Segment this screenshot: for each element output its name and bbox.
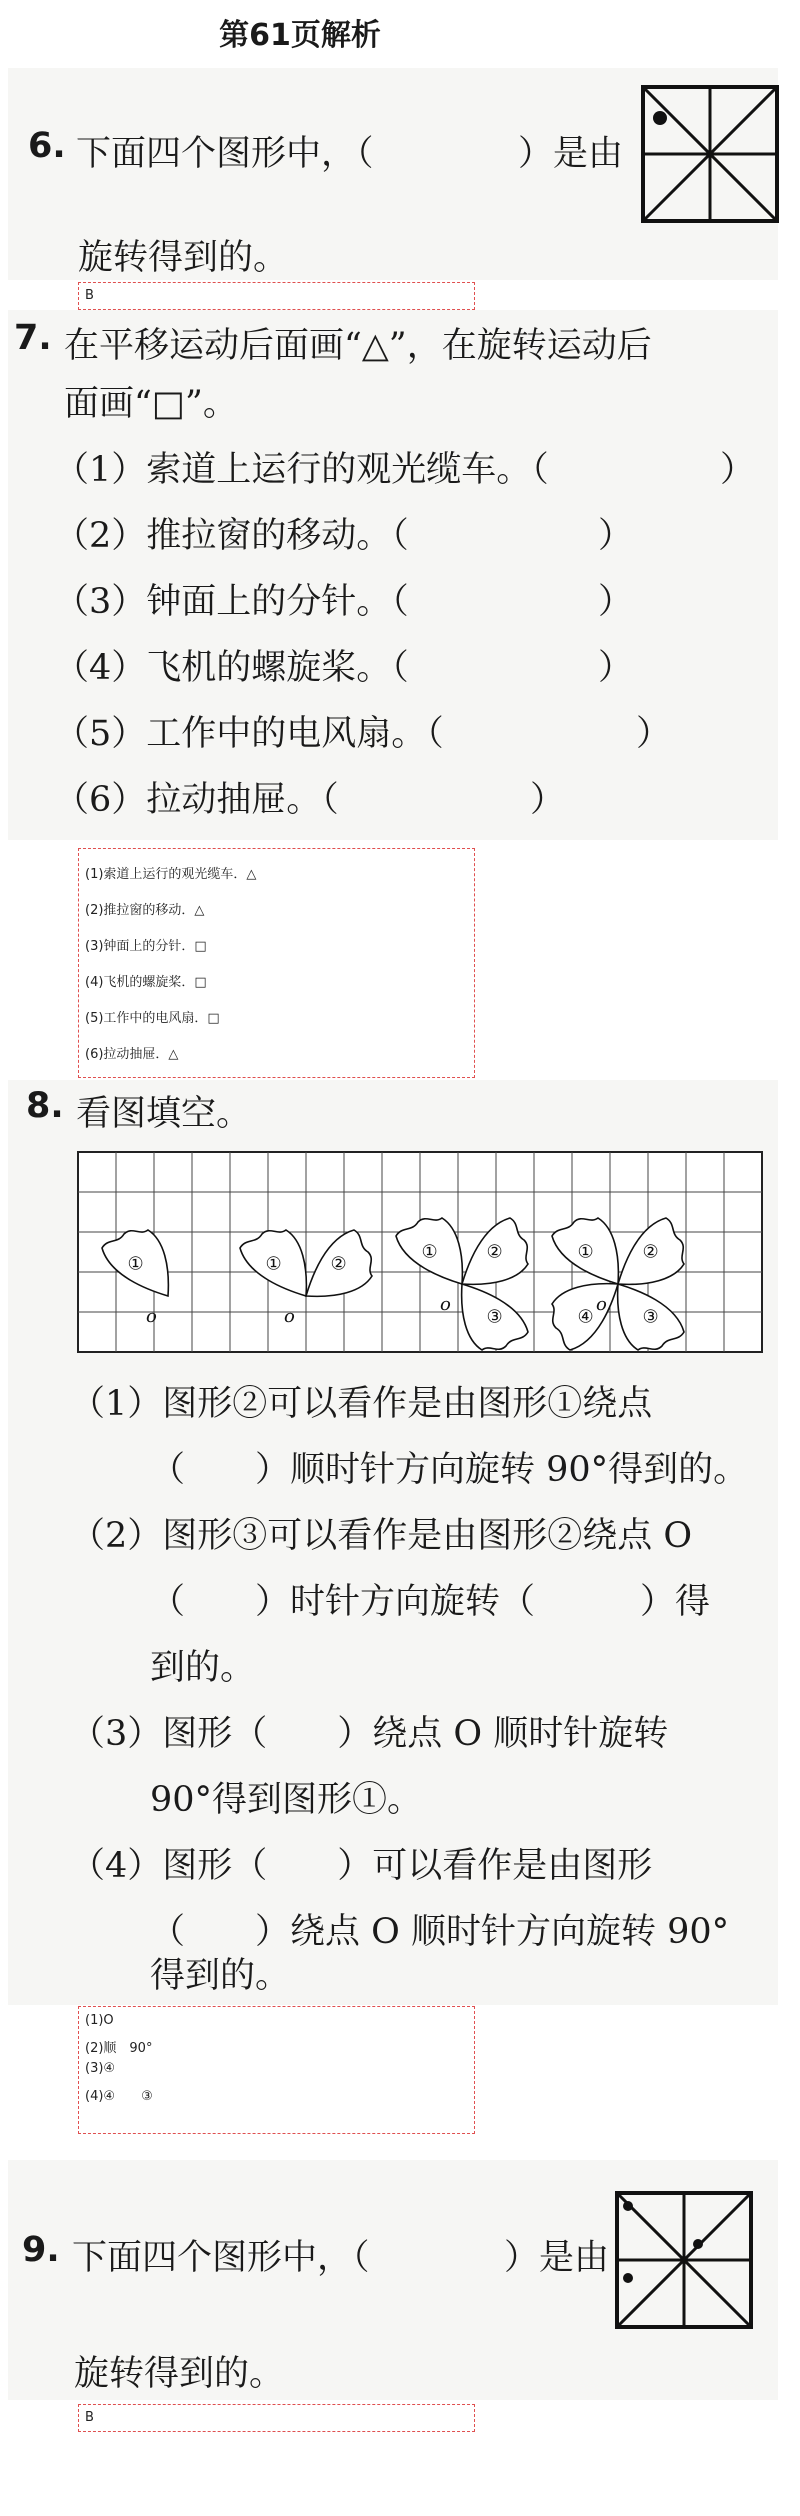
question-7-line1: 在平移运动后面画“△”，在旋转运动后	[64, 326, 652, 366]
answer-8-line-2: (2)顺 90°	[85, 2041, 153, 2056]
figure-label-one: ①	[127, 1253, 144, 1275]
figure-label-four: ④	[577, 1306, 594, 1328]
answer-7-line-3: (3)钟面上的分针．□	[85, 939, 207, 954]
figure-label-two: ②	[642, 1241, 659, 1263]
figure-label-one: ①	[265, 1253, 282, 1275]
question-9-dot-3	[623, 2273, 633, 2283]
question-8-heading: 看图填空。	[76, 1094, 252, 1134]
answer-7-line-4: (4)飞机的螺旋桨．□	[85, 975, 207, 990]
figure-label-o: o	[146, 1306, 157, 1327]
figure-label-o: o	[596, 1294, 607, 1315]
question-6-text: 下面四个图形中，（	[76, 134, 374, 174]
answer-9-text: B	[85, 2410, 94, 2425]
q8-line-4: （ ）时针方向旋转（ ）得	[150, 1582, 711, 1622]
figure-label-two: ②	[330, 1253, 347, 1275]
question-6-text2: 旋转得到的。	[78, 238, 289, 278]
question-9-text2: 旋转得到的。	[74, 2354, 285, 2394]
figure-label-three: ③	[486, 1306, 503, 1328]
item-2-label: （2）推拉窗的移动。（	[54, 516, 409, 556]
item-5-label: （5）工作中的电风扇。（	[54, 714, 444, 754]
item-2-close: ）	[598, 516, 634, 556]
answer-6-text: B	[85, 288, 94, 303]
answer-7-line-5: (5)工作中的电风扇．□	[85, 1011, 220, 1026]
question-8-number: 8.	[26, 1086, 64, 1126]
answer-6-box	[78, 282, 475, 310]
question-6-text-close: ）是由	[518, 134, 624, 174]
item-6-label: （6）拉动抽屉。（	[54, 780, 339, 820]
q8-line-2: （ ）顺时针方向旋转 90°得到的。	[150, 1450, 749, 1490]
q8-line-1: （1）图形②可以看作是由图形①绕点	[70, 1384, 653, 1424]
question-8-figure	[70, 1148, 770, 1358]
answer-7-box	[78, 848, 475, 1078]
question-7-number: 7.	[14, 318, 52, 358]
item-3-label: （3）钟面上的分针。（	[54, 582, 409, 622]
question-9-scan	[8, 2160, 778, 2400]
question-9-dot-1	[623, 2201, 633, 2211]
question-6-figure	[640, 84, 780, 224]
q8-line-7: 90°得到图形①。	[150, 1780, 423, 1820]
figure-label-one: ①	[421, 1241, 438, 1263]
q8-line-8: （4）图形（ ）可以看作是由图形	[70, 1846, 653, 1886]
item-1-label: （1）索道上运行的观光缆车。（	[54, 450, 549, 490]
question-9-figure	[614, 2190, 754, 2330]
answer-8-line-3: (3)④	[85, 2061, 116, 2076]
figure-label-o: o	[440, 1294, 451, 1315]
item-4-label: （4）飞机的螺旋桨。（	[54, 648, 409, 688]
answer-8-line-4: (4)④ ③	[85, 2089, 153, 2104]
answer-7-line-2: (2)推拉窗的移动．△	[85, 903, 205, 918]
item-3-close: ）	[598, 582, 634, 622]
q8-line-6: （3）图形（ ）绕点 O 顺时针旋转	[70, 1714, 669, 1754]
q8-line-10: 得到的。	[150, 1956, 291, 1996]
figure-label-one: ①	[577, 1241, 594, 1263]
answer-7-line-6: (6)拉动抽屉．△	[85, 1047, 179, 1062]
question-8-scan	[8, 1080, 778, 2005]
q8-line-3: （2）图形③可以看作是由图形②绕点 O	[70, 1516, 693, 1556]
question-9-number: 9.	[22, 2230, 60, 2270]
page-title: 第61页解析	[219, 18, 381, 53]
answer-8-line-1: (1)O	[85, 2013, 114, 2028]
figure-label-two: ②	[486, 1241, 503, 1263]
q8-line-9: （ ）绕点 O 顺时针方向旋转 90°	[150, 1912, 730, 1952]
figure-label-o: o	[284, 1306, 295, 1327]
question-6-dot	[653, 111, 667, 125]
question-9-text: 下面四个图形中，（	[72, 2238, 370, 2278]
item-5-close: ）	[636, 714, 672, 754]
item-6-close: ）	[530, 780, 566, 820]
answer-9-box	[78, 2404, 475, 2432]
question-6-number: 6.	[28, 126, 66, 166]
figure-label-three: ③	[642, 1306, 659, 1328]
answer-7-line-1: (1)索道上运行的观光缆车．△	[85, 867, 257, 882]
answer-8-box	[78, 2006, 475, 2134]
question-7-scan	[8, 310, 778, 840]
question-6-scan	[8, 68, 778, 280]
item-1-close: ）	[720, 450, 756, 490]
question-9-text-close: ）是由	[504, 2238, 610, 2278]
q8-line-5: 到的。	[150, 1648, 256, 1688]
question-7-line2: 面画“□”。	[64, 384, 238, 424]
question-9-dot-2	[693, 2239, 703, 2249]
item-4-close: ）	[598, 648, 634, 688]
